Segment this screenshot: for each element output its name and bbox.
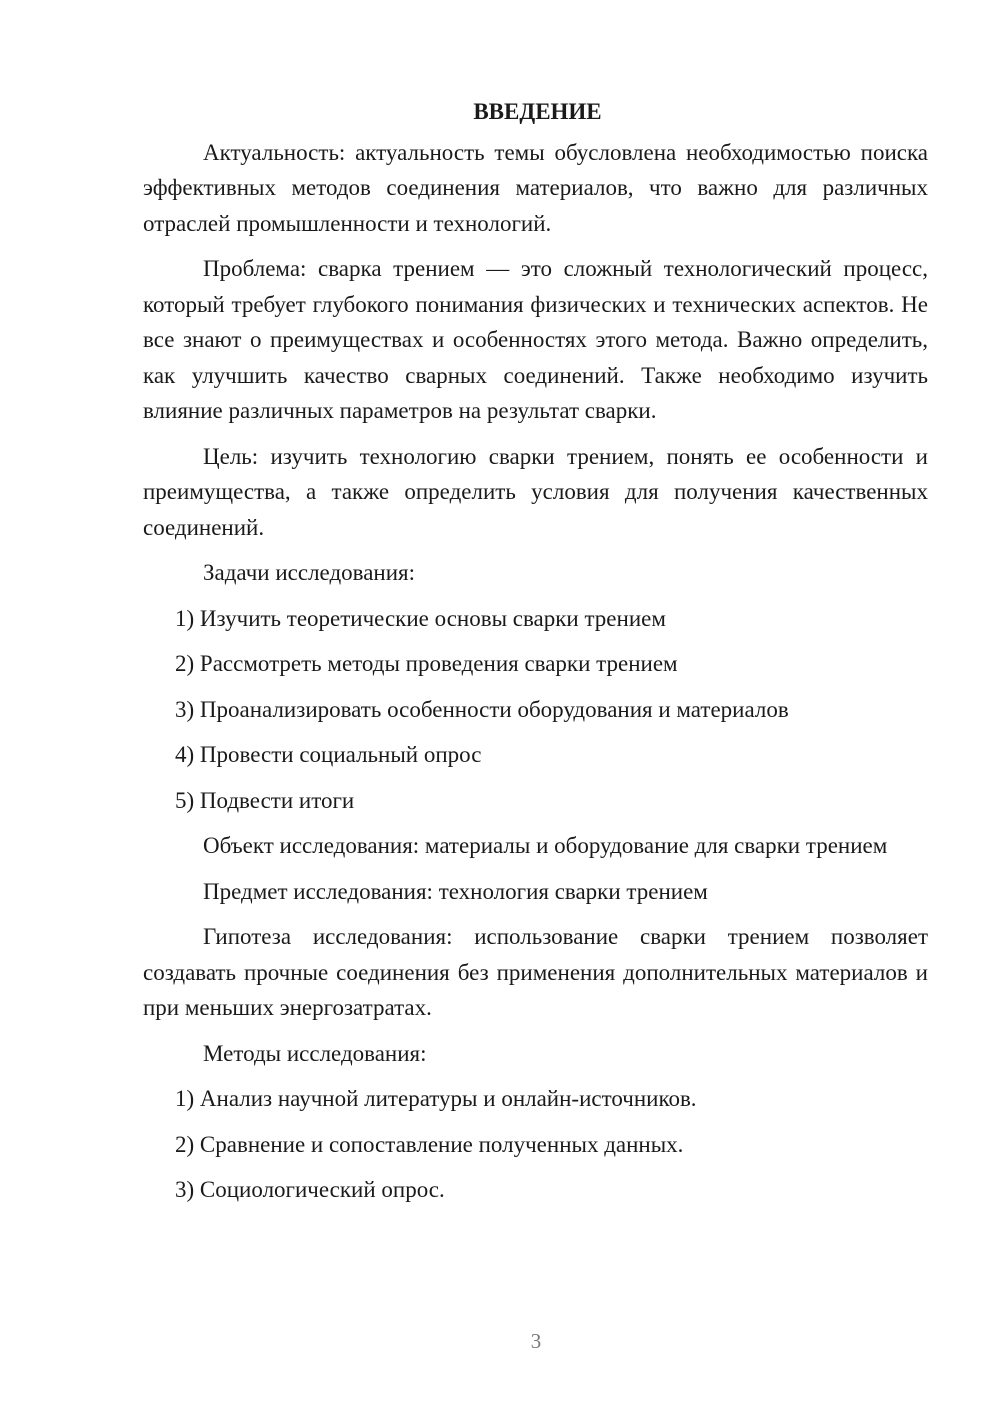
subject-paragraph: Предмет исследования: технология сварки трением (203, 878, 708, 904)
task-item: 1) Изучить теоретические основы сварки трением (175, 605, 666, 631)
task-item: 2) Рассмотреть методы проведения сварки трением (175, 651, 678, 676)
problem-paragraph: Проблема: сварка трением — это сложный технологический процесс, который требует глубокого понимания физических и технических аспектов. Не все знают о преимуществах и особенностях этого метода. Важно определить, как улучшить качество сварных соединений. Также необходимо изучить влияние различных параметров на результат сварки. (143, 256, 928, 423)
relevance-paragraph: Актуальность: актуальность темы обусловлена необходимостью поиска эффективных методов соединения материалов, что важно для различных отраслей промышленности и технологий. (143, 139, 928, 236)
method-item: 1) Анализ научной литературы и онлайн-источников. (175, 1086, 697, 1111)
page-content (143, 94, 928, 1218)
object-paragraph: Объект исследования: материалы и оборудование для сварки трением (203, 833, 888, 858)
section-title: ВВЕДЕНИЕ (473, 99, 602, 124)
tasks-list (143, 601, 928, 819)
method-item: 3) Социологический опрос. (175, 1177, 445, 1202)
page-number: 3 (530, 1329, 542, 1353)
methods-heading: Методы исследования: (203, 1040, 427, 1066)
method-item: 2) Сравнение и сопоставление полученных данных. (175, 1131, 684, 1157)
tasks-heading: Задачи исследования: (203, 560, 416, 585)
task-item: 5) Подвести итоги (175, 787, 355, 813)
methods-list (143, 1081, 928, 1208)
hypothesis-paragraph: Гипотеза исследования: использование сварки трением позволяет создавать прочные соединения без применения дополнительных материалов и при меньших энергозатратах. (143, 924, 928, 1020)
task-item: 3) Проанализировать особенности оборудования и материалов (175, 696, 789, 722)
goal-paragraph: Цель: изучить технологию сварки трением, понять ее особенности и преимущества, а также определить условия для получения качественных соединений. (143, 443, 928, 540)
task-item: 4) Провести социальный опрос (175, 742, 482, 767)
